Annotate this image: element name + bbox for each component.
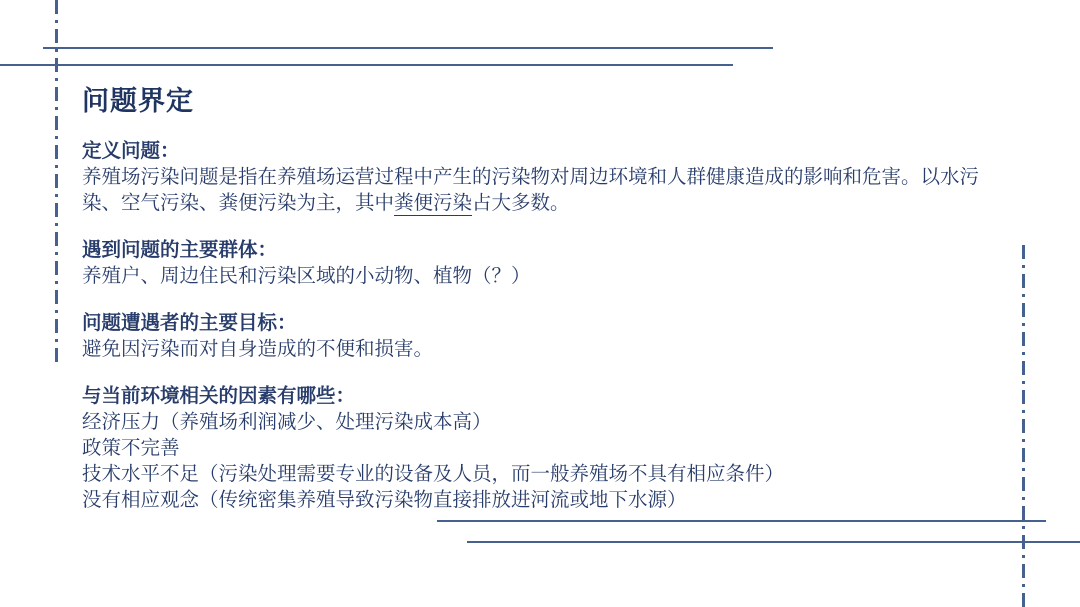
body-line <box>82 190 1032 216</box>
page-title: 问题界定 <box>82 86 194 116</box>
text-run: 技术水平不足（污染处理需要专业的设备及人员，而一般养殖场不具有相应条件） <box>82 463 785 485</box>
section-2 <box>82 310 1032 362</box>
bottom-rule-lower <box>467 541 1080 543</box>
section-3 <box>82 383 1032 513</box>
text-run: 避免因污染而对自身造成的不便和损害。 <box>82 338 434 360</box>
text-run: 染、空气污染、粪便污染为主，其中 <box>82 192 395 214</box>
section-heading: 问题遭遇者的主要目标： <box>82 312 297 334</box>
body-line <box>82 487 1032 513</box>
sections-container <box>82 138 1032 513</box>
text-run: 养殖场污染问题是指在养殖场运营过程中产生的污染物对周边环境和人群健康造成的影响和危害。以水污 <box>82 166 980 188</box>
section-1 <box>82 237 1032 289</box>
underlined-text: 粪便污染 <box>394 192 473 214</box>
section-0 <box>82 138 1032 216</box>
text-run: 政策不完善 <box>82 437 180 459</box>
text-run: 没有相应观念（传统密集养殖导致污染物直接排放进河流或地下水源） <box>82 489 687 511</box>
section-heading: 遇到问题的主要群体： <box>82 239 278 261</box>
left-dash-dot-line <box>55 0 58 368</box>
body-line <box>82 435 1032 461</box>
top-rule-lower <box>0 64 733 66</box>
body-line <box>82 164 1032 190</box>
text-run: 养殖户、周边住民和污染区域的小动物、植物（？） <box>82 265 531 287</box>
body-line <box>82 263 1032 289</box>
body-line <box>82 409 1032 435</box>
section-heading: 与当前环境相关的因素有哪些： <box>82 385 356 407</box>
section-heading: 定义问题： <box>82 140 180 162</box>
text-run: 经济压力（养殖场利润减少、处理污染成本高） <box>82 411 492 433</box>
top-rule-upper <box>43 47 773 49</box>
text-run: 占大多数。 <box>472 192 570 214</box>
body-line <box>82 461 1032 487</box>
body-line <box>82 336 1032 362</box>
slide-content <box>82 84 1032 534</box>
